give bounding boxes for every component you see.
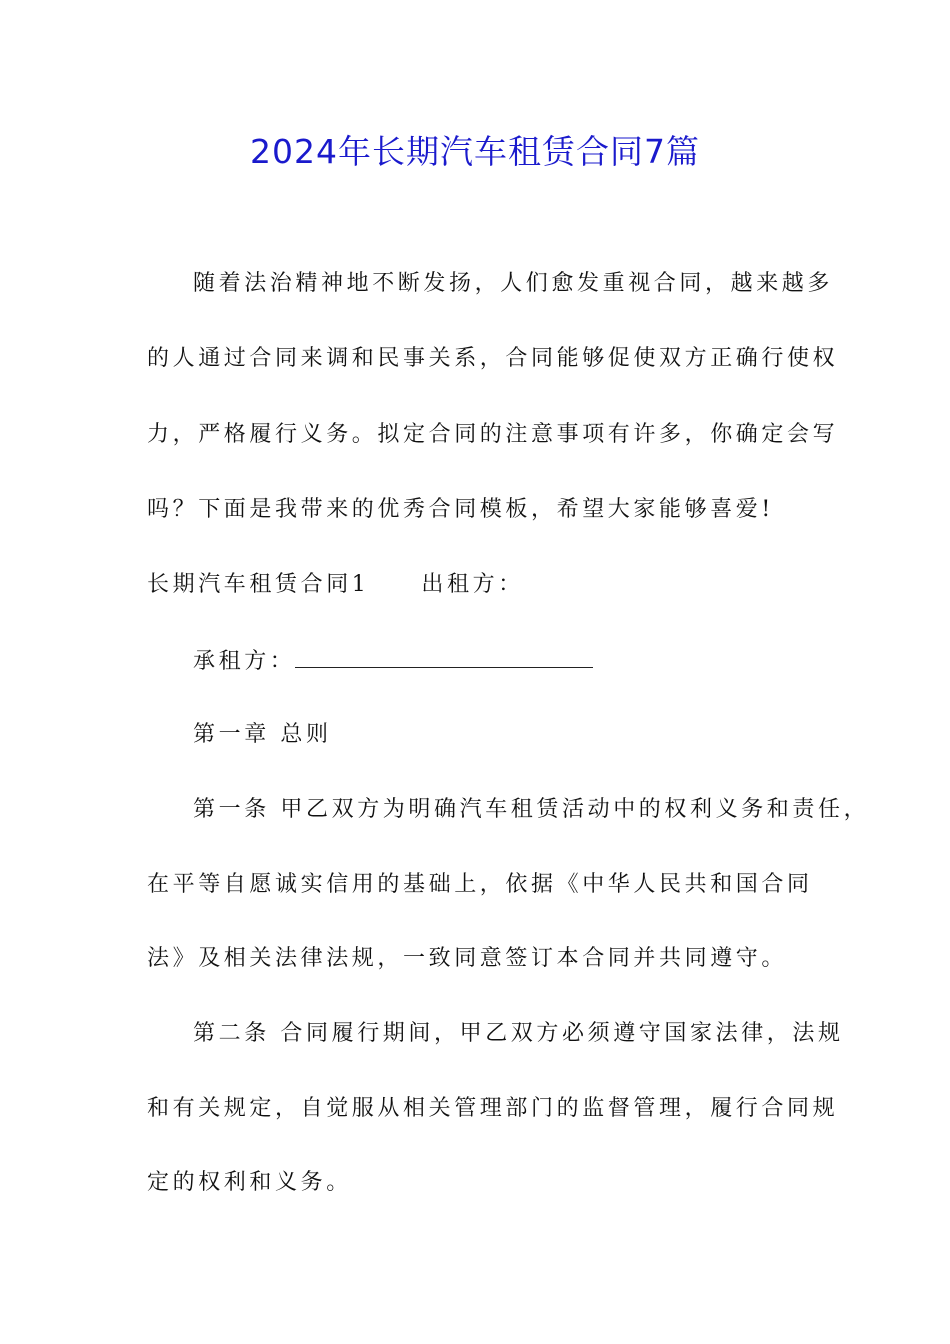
intro-line-4: 吗？下面是我带来的优秀合同模板，希望大家能够喜爱! — [147, 497, 774, 522]
intro-line-1: 随着法治精神地不断发扬，人们愈发重视合同，越来越多 — [193, 271, 834, 296]
lessee-blank — [295, 645, 593, 668]
article-1-line-1: 第一条 甲乙双方为明确汽车租赁活动中的权利义务和责任， — [193, 797, 870, 822]
contract-heading: 长期汽车租赁合同1 — [147, 572, 370, 597]
contract-heading-line — [147, 569, 827, 601]
lessee-line — [193, 645, 873, 678]
article-1-line-2: 在平等自愿诚实信用的基础上，依据《中华人民共和国合同 — [147, 872, 813, 897]
intro-line-3: 力，严格履行义务。拟定合同的注意事项有许多，你确定会写 — [147, 422, 839, 447]
article-2-line-3: 定的权利和义务。 — [147, 1170, 352, 1195]
intro-line-2: 的人通过合同来调和民事关系，合同能够促使双方正确行使权 — [147, 346, 839, 371]
lessee-label: 承租方： — [193, 649, 296, 674]
chapter-heading: 第一章 总则 — [193, 722, 332, 747]
article-1-line-3: 法》及相关法律法规，一致同意签订本合同并共同遵守。 — [147, 946, 788, 971]
article-2-line-1: 第二条 合同履行期间，甲乙双方必须遵守国家法律，法规 — [193, 1021, 844, 1046]
document-title: 2024年长期汽车租赁合同7篇 — [250, 132, 700, 171]
article-2-line-2: 和有关规定，自觉服从相关管理部门的监督管理，履行合同规 — [147, 1096, 839, 1121]
lessor-label: 出租方： — [421, 572, 524, 597]
